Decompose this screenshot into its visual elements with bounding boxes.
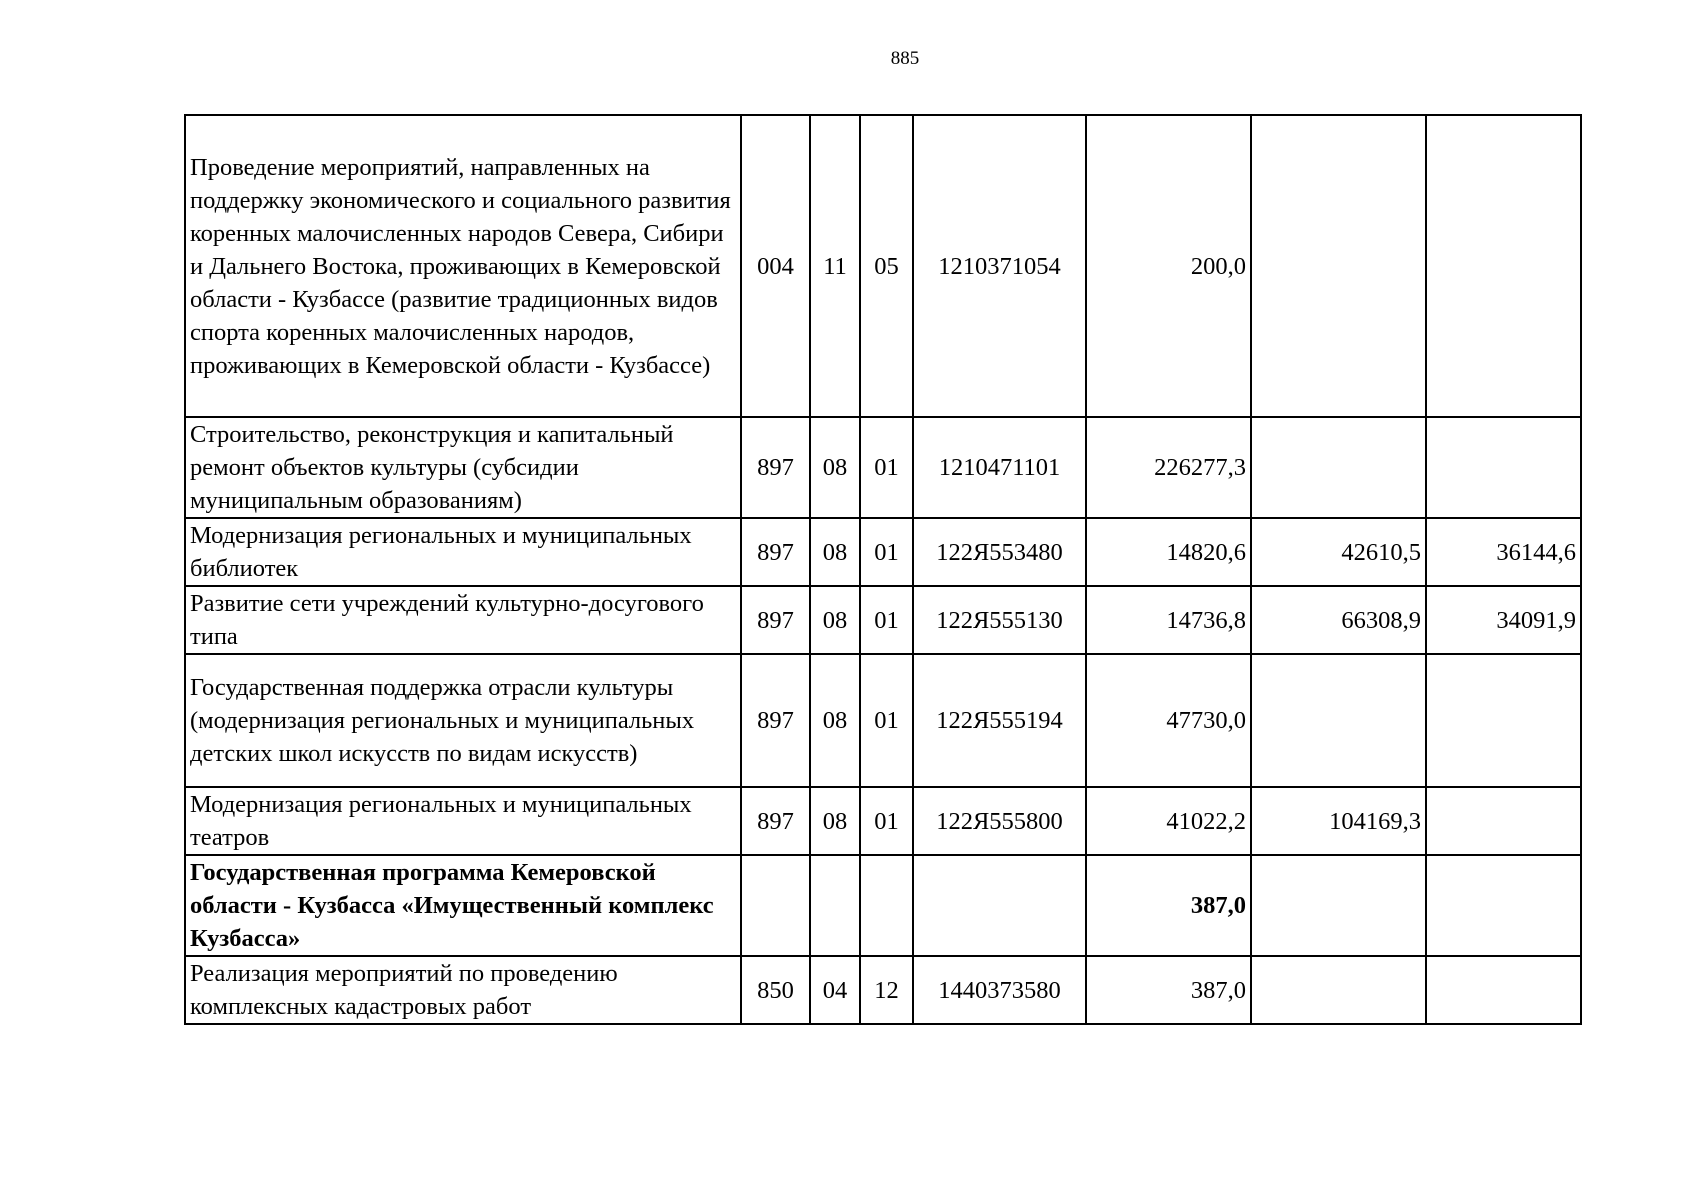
row-pr: 01 [860,654,913,787]
row-sum-2 [1251,115,1426,417]
row-name: Модернизация региональных и муниципальных библиотек [185,518,741,586]
budget-table [184,114,1582,1025]
row-pr [860,855,913,956]
table-row [185,417,1581,518]
row-rz [810,855,860,956]
row-csr: 1440373580 [913,956,1086,1024]
table-row [185,518,1581,586]
row-csr: 122Я553480 [913,518,1086,586]
row-rz: 08 [810,518,860,586]
row-ved: 850 [741,956,810,1024]
row-rz: 04 [810,956,860,1024]
table-row [185,787,1581,855]
table-row [185,115,1581,417]
row-sum-3: 34091,9 [1426,586,1581,654]
row-name: Проведение мероприятий, направленных на поддержку экономического и социального развития коренных малочисленных народов Севера, Сибири и Дальнего Востока, проживающих в Кемеровской области - Кузбассе (развитие традиционных видов спорта коренных малочисленных народов, проживающих в Кемеровской области - Кузбассе) [185,115,741,417]
row-pr: 05 [860,115,913,417]
row-rz: 08 [810,654,860,787]
row-rz: 08 [810,417,860,518]
row-ved: 897 [741,654,810,787]
row-ved [741,855,810,956]
row-sum-1: 14820,6 [1086,518,1251,586]
row-rz: 08 [810,787,860,855]
row-ved: 897 [741,417,810,518]
row-sum-3: 36144,6 [1426,518,1581,586]
row-name: Государственная программа Кемеровской области - Кузбасса «Имущественный комплекс Кузбасса» [185,855,741,956]
row-pr: 12 [860,956,913,1024]
row-sum-3 [1426,787,1581,855]
row-csr: 1210471101 [913,417,1086,518]
row-csr: 122Я555800 [913,787,1086,855]
row-sum-2: 66308,9 [1251,586,1426,654]
row-sum-1: 387,0 [1086,956,1251,1024]
row-rz: 11 [810,115,860,417]
row-sum-1: 226277,3 [1086,417,1251,518]
row-sum-3 [1426,855,1581,956]
row-pr: 01 [860,518,913,586]
row-sum-2: 42610,5 [1251,518,1426,586]
row-pr: 01 [860,417,913,518]
row-pr: 01 [860,787,913,855]
row-sum-1: 200,0 [1086,115,1251,417]
row-csr: 122Я555130 [913,586,1086,654]
row-sum-3 [1426,956,1581,1024]
row-sum-2 [1251,956,1426,1024]
row-ved: 897 [741,586,810,654]
row-pr: 01 [860,586,913,654]
table-row-program [185,855,1581,956]
row-ved: 897 [741,518,810,586]
row-csr [913,855,1086,956]
row-name: Модернизация региональных и муниципальных театров [185,787,741,855]
table-row [185,586,1581,654]
row-ved: 897 [741,787,810,855]
row-sum-1: 387,0 [1086,855,1251,956]
row-name: Реализация мероприятий по проведению комплексных кадастровых работ [185,956,741,1024]
row-rz: 08 [810,586,860,654]
row-sum-1: 14736,8 [1086,586,1251,654]
page-number: 885 [890,48,920,69]
row-sum-1: 47730,0 [1086,654,1251,787]
row-name: Развитие сети учреждений культурно-досугового типа [185,586,741,654]
row-sum-3 [1426,654,1581,787]
row-sum-2 [1251,654,1426,787]
row-sum-2 [1251,855,1426,956]
row-sum-1: 41022,2 [1086,787,1251,855]
row-sum-2 [1251,417,1426,518]
row-sum-3 [1426,115,1581,417]
row-ved: 004 [741,115,810,417]
row-csr: 1210371054 [913,115,1086,417]
row-name: Государственная поддержка отрасли культуры (модернизация региональных и муниципальных детских школ искусств по видам искусств) [185,654,741,787]
row-sum-2: 104169,3 [1251,787,1426,855]
row-csr: 122Я555194 [913,654,1086,787]
table-row [185,654,1581,787]
row-sum-3 [1426,417,1581,518]
table-row [185,956,1581,1024]
row-name: Строительство, реконструкция и капитальный ремонт объектов культуры (субсидии муниципальным образованиям) [185,417,741,518]
